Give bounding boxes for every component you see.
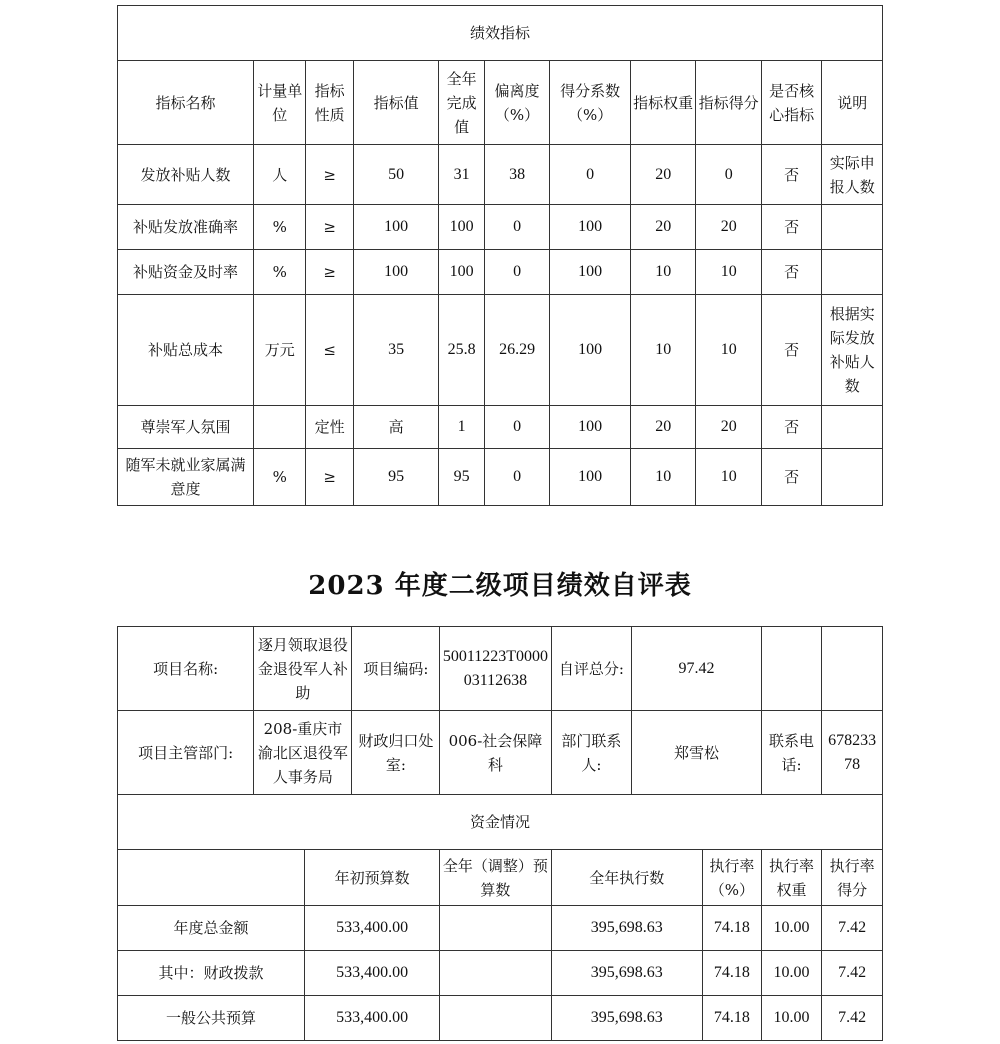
department-value: 208-重庆市渝北区退役军人事务局 [254, 711, 352, 795]
cell: 10.00 [761, 996, 822, 1041]
cell: 100 [439, 205, 484, 250]
cell: % [254, 250, 306, 295]
table-row [118, 406, 883, 449]
column-header: 指标性质 [306, 61, 353, 145]
cell: 100 [353, 205, 439, 250]
cell: 35 [353, 295, 439, 406]
column-header: 说明 [822, 61, 883, 145]
table-row [118, 449, 883, 506]
cell: 25.8 [439, 295, 484, 406]
department-label: 项目主管部门: [118, 711, 254, 795]
cell: 尊崇军人氛围 [118, 406, 254, 449]
cell: 补贴总成本 [118, 295, 254, 406]
cell: 0 [484, 205, 550, 250]
cell: 533,400.00 [304, 906, 439, 951]
cell: 根据实际发放补贴人数 [822, 295, 883, 406]
project-self-evaluation-table [117, 626, 883, 1041]
self-score-label: 自评总分: [551, 627, 632, 711]
table-row [118, 951, 883, 996]
column-header: 指标得分 [696, 61, 762, 145]
cell: 31 [439, 145, 484, 205]
cell: 0 [484, 250, 550, 295]
cell: 100 [550, 295, 631, 406]
cell: 74.18 [703, 906, 762, 951]
column-header: 年初预算数 [304, 850, 439, 906]
cell: 395,698.63 [551, 951, 703, 996]
cell: 发放补贴人数 [118, 145, 254, 205]
column-header: 执行率权重 [761, 850, 822, 906]
cell: 20 [630, 406, 696, 449]
column-header: 得分系数（%） [550, 61, 631, 145]
column-header: 全年执行数 [551, 850, 703, 906]
department-info-row [118, 711, 883, 795]
cell: 7.42 [822, 906, 883, 951]
cell [822, 449, 883, 506]
cell: 否 [761, 449, 821, 506]
cell: 0 [484, 449, 550, 506]
cell: 20 [630, 205, 696, 250]
finance-office-value: 006-社会保障科 [440, 711, 551, 795]
column-header: 全年完成值 [439, 61, 484, 145]
cell [440, 996, 551, 1041]
cell: 100 [550, 205, 631, 250]
cell: 其中：财政拨款 [118, 951, 305, 996]
cell: 100 [550, 406, 631, 449]
project-code-value: 50011223T000003112638 [440, 627, 551, 711]
empty-cell [822, 627, 883, 711]
cell: 100 [439, 250, 484, 295]
contact-label: 部门联系人: [551, 711, 632, 795]
table-row [118, 205, 883, 250]
table-row [118, 906, 883, 951]
cell: ≥ [306, 145, 353, 205]
cell [822, 250, 883, 295]
cell: 随军未就业家属满意度 [118, 449, 254, 506]
column-header: 执行率得分 [822, 850, 883, 906]
cell: 20 [696, 406, 762, 449]
empty-cell [761, 627, 822, 711]
cell: 533,400.00 [304, 996, 439, 1041]
cell: 100 [550, 449, 631, 506]
cell [822, 406, 883, 449]
cell: 年度总金额 [118, 906, 305, 951]
performance-indicator-table [117, 5, 883, 506]
cell: 50 [353, 145, 439, 205]
cell: ≥ [306, 250, 353, 295]
cell: ≥ [306, 449, 353, 506]
self-score-value: 97.42 [632, 627, 761, 711]
cell: % [254, 205, 306, 250]
cell: 100 [550, 250, 631, 295]
column-header [118, 850, 305, 906]
table-row [118, 145, 883, 205]
cell: 10 [630, 449, 696, 506]
cell [822, 205, 883, 250]
cell: 20 [630, 145, 696, 205]
cell: 7.42 [822, 996, 883, 1041]
cell: 否 [761, 145, 821, 205]
column-header: 是否核心指标 [761, 61, 821, 145]
cell [440, 906, 551, 951]
cell: 10 [696, 250, 762, 295]
cell: 100 [353, 250, 439, 295]
cell: 74.18 [703, 996, 762, 1041]
section-title-performance: 绩效指标 [118, 6, 883, 61]
cell: 人 [254, 145, 306, 205]
cell: 26.29 [484, 295, 550, 406]
column-header: 指标值 [353, 61, 439, 145]
phone-label: 联系电话: [761, 711, 822, 795]
cell [254, 406, 306, 449]
cell: 95 [439, 449, 484, 506]
cell: 万元 [254, 295, 306, 406]
cell: 定性 [306, 406, 353, 449]
cell: 10 [696, 449, 762, 506]
cell: 38 [484, 145, 550, 205]
column-header: 指标名称 [118, 61, 254, 145]
cell: 10 [630, 295, 696, 406]
cell: 否 [761, 406, 821, 449]
project-name-label: 项目名称: [118, 627, 254, 711]
cell: 高 [353, 406, 439, 449]
column-header: 指标权重 [630, 61, 696, 145]
cell: 20 [696, 205, 762, 250]
cell: 一般公共预算 [118, 996, 305, 1041]
cell: 74.18 [703, 951, 762, 996]
column-header: 全年（调整）预算数 [440, 850, 551, 906]
cell: 0 [484, 406, 550, 449]
cell: 7.42 [822, 951, 883, 996]
cell: 10.00 [761, 951, 822, 996]
cell: 补贴资金及时率 [118, 250, 254, 295]
column-header: 执行率（%） [703, 850, 762, 906]
cell: 补贴发放准确率 [118, 205, 254, 250]
table-row [118, 996, 883, 1041]
column-header: 偏离度（%） [484, 61, 550, 145]
cell: 10.00 [761, 906, 822, 951]
section-title-funds: 资金情况 [118, 795, 883, 850]
document-title: 2023 年度二级项目绩效自评表 [308, 571, 692, 601]
cell: 0 [550, 145, 631, 205]
cell: 95 [353, 449, 439, 506]
cell: 1 [439, 406, 484, 449]
project-info-row [118, 627, 883, 711]
project-name-value: 逐月领取退役金退役军人补助 [254, 627, 352, 711]
cell: 否 [761, 295, 821, 406]
cell: % [254, 449, 306, 506]
cell: 10 [696, 295, 762, 406]
cell [440, 951, 551, 996]
cell: ≤ [306, 295, 353, 406]
column-header: 计量单位 [254, 61, 306, 145]
table-header-row [118, 61, 883, 145]
table-row [118, 295, 883, 406]
finance-office-label: 财政归口处室: [352, 711, 440, 795]
cell: 否 [761, 205, 821, 250]
cell: 10 [630, 250, 696, 295]
funds-header-row [118, 850, 883, 906]
table-row [118, 250, 883, 295]
cell: 实际申报人数 [822, 145, 883, 205]
project-code-label: 项目编码: [352, 627, 440, 711]
contact-value: 郑雪松 [632, 711, 761, 795]
cell: 533,400.00 [304, 951, 439, 996]
cell: 否 [761, 250, 821, 295]
cell: 395,698.63 [551, 996, 703, 1041]
phone-value: 67823378 [822, 711, 883, 795]
cell: ≥ [306, 205, 353, 250]
cell: 395,698.63 [551, 906, 703, 951]
cell: 0 [696, 145, 762, 205]
